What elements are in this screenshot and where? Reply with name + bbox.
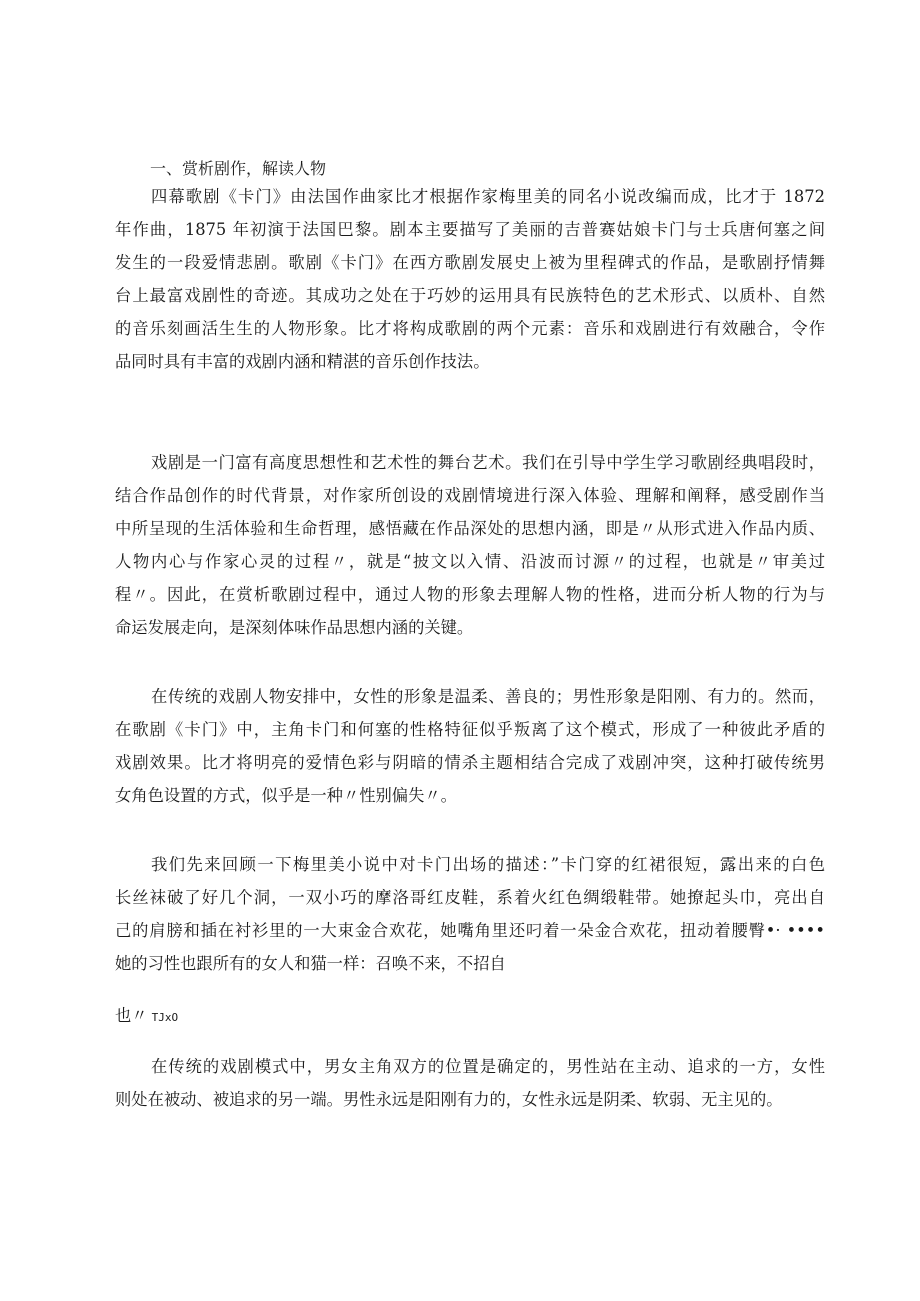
paragraph-drama <box>115 446 825 644</box>
paragraph-line: 发生的一段爱情悲剧。歌剧《卡门》在西方歌剧发展史上被为里程碑式的作品，是歌剧抒情舞 <box>115 253 825 272</box>
paragraph-line: 女角色设置的方式，似乎是一种〃性别偏失〃。 <box>115 786 457 805</box>
paragraph-line: 四幕歌剧《卡门》由法国作曲家比才根据作家梅里美的同名小说改编而成，比才于 1872 <box>151 187 825 206</box>
paragraph-line: 结合作品创作的时代背景，对作家所创设的戏剧情境进行深入体验、理解和阐释，感受剧作当 <box>115 486 825 505</box>
paragraph-line: 长丝袜破了好几个洞，一双小巧的摩洛哥红皮鞋，系着火红色绸缎鞋带。她撩起头巾，亮出自 <box>115 888 825 907</box>
paragraph-line: 戏剧是一门富有高度思想性和艺术性的舞台艺术。我们在引导中学生学习歌剧经典唱段时， <box>151 453 825 472</box>
paragraph-line: 我们先来回顾一下梅里美小说中对卡门出场的描述：”卡门穿的红裙很短，露出来的白色 <box>151 855 825 874</box>
paragraph-line: 己的肩膀和插在衬衫里的一大束金合欢花，她嘴角里还叼着一朵金合欢花，扭动着腰臀•· •••• <box>115 921 825 940</box>
paragraph-line: 台上最富戏剧性的奇迹。其成功之处在于巧妙的运用具有民族特色的艺术形式、以质朴、自然 <box>115 286 825 305</box>
paragraph-line: 年作曲，1875 年初演于法国巴黎。剧本主要描写了美丽的吉普赛姑娘卡门与士兵唐何塞之间 <box>115 220 825 239</box>
paragraph-line: 人物内心与作家心灵的过程〃，就是“披文以入情、沿波而讨源〃的过程，也就是〃审美过 <box>115 552 825 571</box>
paragraph-line: 中所呈现的生活体验和生命哲理，感悟藏在作品深处的思想内涵，即是〃从形式进入作品内质、 <box>115 519 825 538</box>
paragraph-traditional-mode <box>115 1050 825 1116</box>
section-heading: 一、赏析剧作，解读人物 <box>150 159 327 178</box>
paragraph-gender-roles <box>115 680 825 812</box>
fragment-text: 也〃 <box>115 1006 148 1025</box>
paragraph-carmen-description <box>115 848 825 980</box>
paragraph-line: 的音乐刻画活生生的人物形象。比才将构成歌剧的两个元素：音乐和戏剧进行有效融合，令作 <box>115 319 825 338</box>
paragraph-line: 在传统的戏剧人物安排中，女性的形象是温柔、善良的；男性形象是阳刚、有力的。然而， <box>151 687 825 706</box>
paragraph-line: 戏剧效果。比才将明亮的爱情色彩与阴暗的情杀主题相结合完成了戏剧冲突，这种打破传统男 <box>115 753 825 772</box>
paragraph-line: 在歌剧《卡门》中，主角卡门和何塞的性格特征似乎叛离了这个模式，形成了一种彼此矛盾的 <box>115 720 825 739</box>
paragraph-fragment <box>115 1004 178 1030</box>
paragraph-intro <box>115 180 825 378</box>
paragraph-line: 程〃。因此，在赏析歌剧过程中，通过人物的形象去理解人物的性格，进而分析人物的行为与 <box>115 585 825 604</box>
paragraph-line: 她的习性也跟所有的女人和猫一样：召唤不来，不招自 <box>115 954 506 973</box>
fragment-tail: TJxO <box>151 1011 179 1024</box>
paragraph-line: 品同时具有丰富的戏剧内涵和精湛的音乐创作技法。 <box>115 352 490 371</box>
paragraph-line: 在传统的戏剧模式中，男女主角双方的位置是确定的，男性站在主动、追求的一方，女性 <box>151 1057 825 1076</box>
paragraph-line: 则处在被动、被追求的另一端。男性永远是阳刚有力的，女性永远是阴柔、软弱、无主见的。 <box>115 1090 783 1109</box>
paragraph-line: 命运发展走向，是深刻体味作品思想内涵的关键。 <box>115 618 474 637</box>
